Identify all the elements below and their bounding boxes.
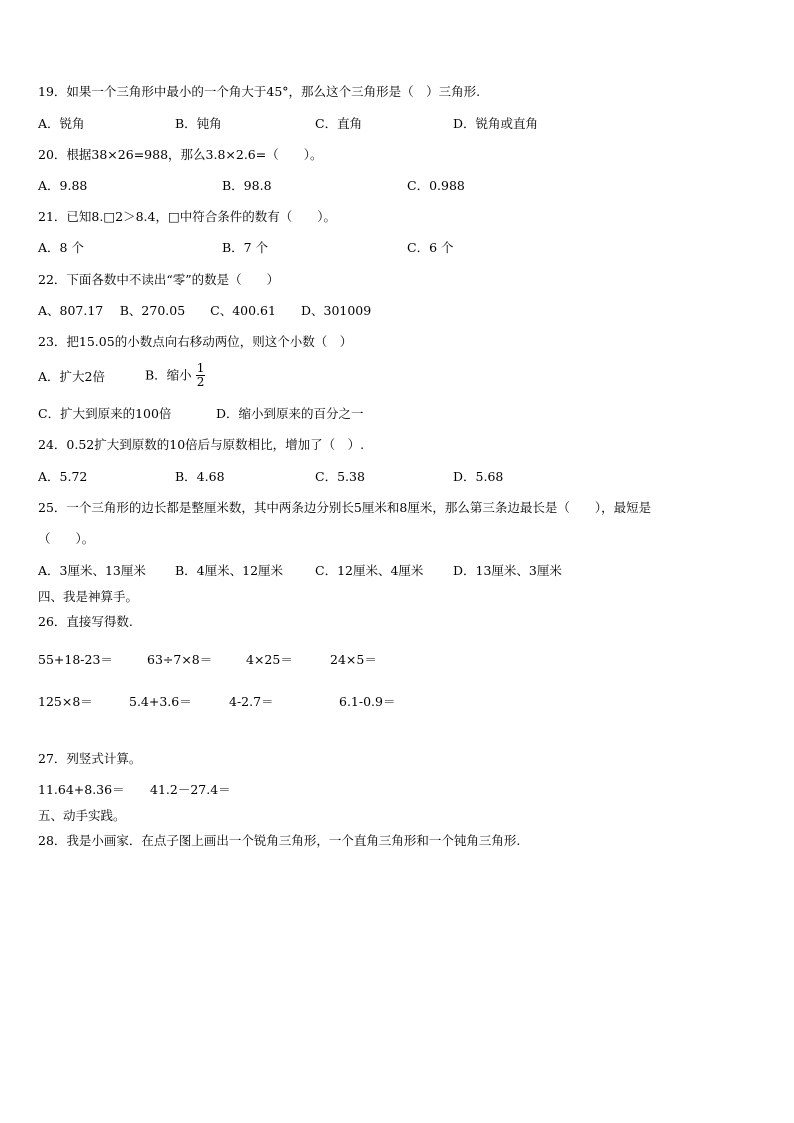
q25-options [38,563,738,579]
q26-expression: 4-2.7＝ [229,694,274,709]
q26-expression: 6.1-0.9＝ [339,694,396,709]
q26-expression: 125×8＝ [38,694,93,709]
q27-expression: 11.64+8.36＝ [38,782,125,797]
q24-option-b: B．4.68 [175,469,225,484]
q24-options [38,469,738,485]
q21-option-b: B．7 个 [222,240,269,255]
section-5-title: 五、动手实践。 [38,808,126,823]
q19-options [38,116,738,132]
q28-stem: 28．我是小画家．在点子图上画出一个锐角三角形，一个直角三角形和一个钝角三角形. [38,833,521,848]
q24-stem: 24．0.52扩大到原数的10倍后与原数相比，增加了（ ）. [38,437,365,452]
q19-stem: 19．如果一个三角形中最小的一个角大于45°，那么这个三角形是（ ）三角形. [38,84,481,99]
q24-option-c: C．5.38 [315,469,365,484]
q23-option-b [145,362,205,389]
fraction-denominator: 2 [196,375,205,389]
q23-option-c: C．扩大到原来的100倍 [38,406,172,421]
q25-option-b: B．4厘米、12厘米 [175,563,284,578]
q23-option-b-prefix: B．缩小 [145,367,192,383]
q26-row-1 [38,652,738,668]
q27-items [38,782,738,798]
q20-option-c: C．0.988 [407,178,465,193]
q27-stem: 27．列竖式计算。 [38,751,142,766]
q25-stem-line1: 25．一个三角形的边长都是整厘米数，其中两条边分别长5厘米和8厘米，那么第三条边最长是（ ），最短是 [38,500,652,515]
q19-option-b: B．钝角 [175,116,222,131]
q21-option-a: A．8 个 [38,240,84,255]
q24-option-a: A．5.72 [38,469,88,484]
q26-row-2 [38,694,738,710]
q21-option-c: C．6 个 [407,240,454,255]
q26-expression: 55+18-23＝ [38,652,113,667]
q22-stem: 22．下面各数中不读出“零”的数是（ ） [38,272,280,287]
q23-option-a: A．扩大2倍 [38,369,105,384]
q27-expression: 41.2－27.4＝ [150,782,231,797]
q20-stem: 20．根据38×26=988，那么3.8×2.6=（ ）。 [38,147,323,162]
q25-option-a: A．3厘米、13厘米 [38,563,146,578]
section-4-title: 四、我是神算手。 [38,589,139,604]
q21-stem: 21．已知8.□2＞8.4，□中符合条件的数有（ ）。 [38,209,337,224]
q25-stem-line2: （ ）。 [38,531,95,546]
q20-options [38,178,738,194]
q21-options [38,240,738,256]
q23-options-cd [38,406,738,422]
q25-option-d: D．13厘米、3厘米 [453,563,562,578]
q24-option-d: D．5.68 [453,469,504,484]
q23-stem: 23．把15.05的小数点向右移动两位，则这个小数（ ） [38,334,353,349]
q19-option-d: D．锐角或直角 [453,116,539,131]
q20-option-a: A．9.88 [38,178,88,193]
q26-stem: 26．直接写得数. [38,614,133,629]
q26-expression: 5.4+3.6＝ [129,694,192,709]
q22-options: A、807.17 B、270.05 C、400.61 D、301009 [38,303,372,318]
one-half-fraction [196,362,206,389]
q19-option-c: C．直角 [315,116,363,131]
q25-option-c: C．12厘米、4厘米 [315,563,424,578]
q23-option-d: D．缩小到原来的百分之一 [216,406,364,421]
q26-expression: 4×25＝ [246,652,293,667]
q26-expression: 24×5＝ [330,652,377,667]
q20-option-b: B．98.8 [222,178,272,193]
q23-options-ab [38,362,738,392]
q19-option-a: A．锐角 [38,116,85,131]
q26-expression: 63÷7×8＝ [147,652,213,667]
fraction-numerator: 1 [196,361,205,375]
